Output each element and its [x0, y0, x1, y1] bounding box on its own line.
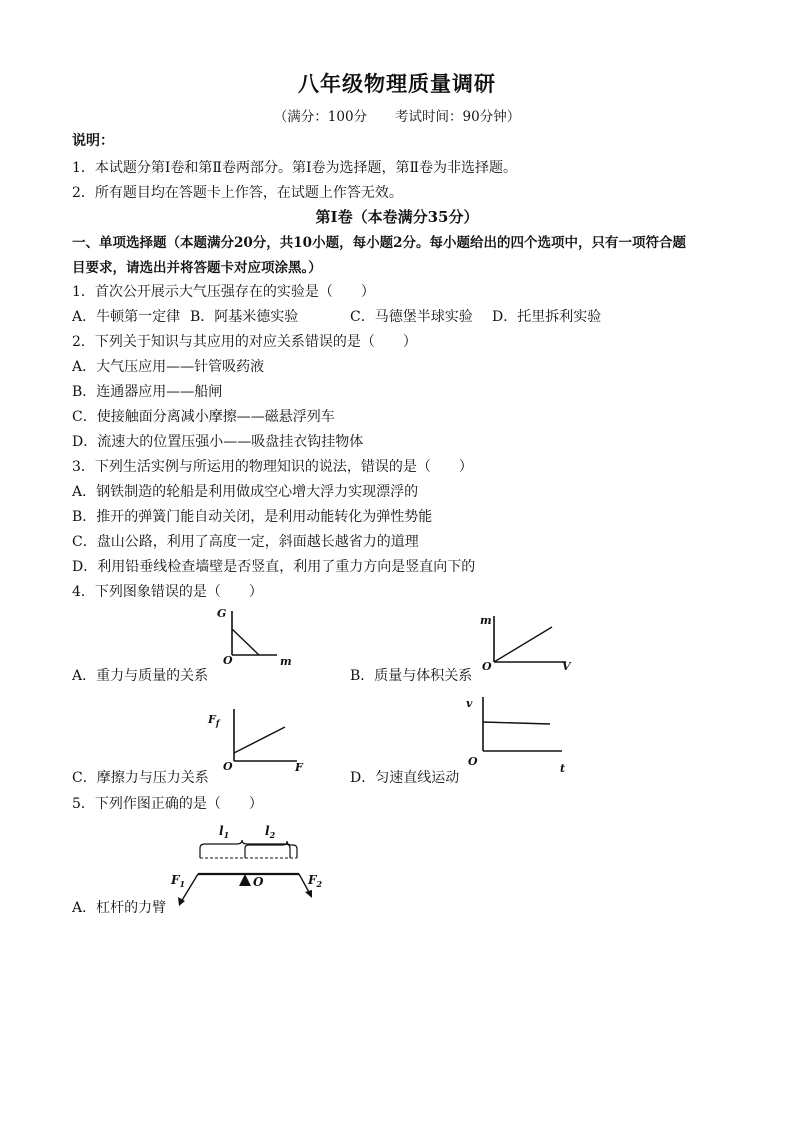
note-2: 2．所有题目均在答题卡上作答，在试题上作答无效。	[72, 185, 403, 201]
lever-brace-helper	[246, 840, 291, 858]
q5-stem: 5．下列作图正确的是（ ）	[72, 796, 263, 812]
q4-option-b: B．质量与体积关系	[350, 668, 473, 684]
graph-d-origin: O	[468, 755, 478, 768]
force-f1-label: $F_1$	[171, 873, 186, 889]
q4-option-a: A．重力与质量的关系	[72, 668, 209, 684]
graph-d-x-label: t	[560, 762, 566, 775]
graph-b-origin: O	[482, 660, 492, 673]
graph-a-origin: O	[223, 654, 233, 667]
q1-option-a: A．牛顿第一定律	[72, 309, 181, 325]
graph-d-y-label: v	[466, 697, 473, 710]
q3-option-a: A．钢铁制造的轮船是利用做成空心增大浮力实现漂浮的	[72, 484, 419, 500]
graph-d-line	[483, 722, 550, 724]
q4-graph-d	[462, 693, 577, 775]
exam-meta	[0, 105, 794, 125]
q2-option-c: C．使接触面分离减小摩擦——磁悬浮列车	[72, 409, 335, 425]
graph-a-y-label: G	[217, 607, 227, 620]
q5-option-a: A．杠杆的力臂	[72, 900, 167, 916]
notes-heading: 说明：	[72, 133, 114, 149]
section-instruction-2: 目要求，请选出并将答题卡对应项涂黑。）	[72, 260, 322, 276]
graph-a-x-label: m	[280, 655, 292, 668]
force-f2-arrow	[305, 890, 312, 898]
graph-c-y-label: $F_f$	[208, 713, 220, 728]
page-title: 八年级物理质量调研	[298, 71, 496, 96]
q2-option-d: D．流速大的位置压强小——吸盘挂衣钩挂物体	[72, 434, 364, 450]
graph-c-line	[234, 727, 285, 753]
graph-c-x-label: F	[295, 761, 303, 774]
lever-l1-label: $l_1$	[219, 824, 230, 840]
force-f2-label: $F_2$	[308, 873, 323, 889]
q2-option-b: B．连通器应用——船闸	[72, 384, 223, 400]
note-1: 1．本试题分第Ⅰ卷和第Ⅱ卷两部分。第Ⅰ卷为选择题，第Ⅱ卷为非选择题。	[72, 160, 517, 176]
graph-a-line	[232, 629, 259, 655]
graph-b-x-label: V	[562, 660, 571, 673]
graph-c-origin: O	[223, 760, 233, 773]
lever-pivot	[239, 874, 251, 886]
graph-b-y-label: m	[480, 614, 492, 627]
q4-graph-a	[215, 603, 295, 671]
graph-b-line	[494, 627, 552, 662]
q3-stem: 3．下列生活实例与所运用的物理知识的说法，错误的是（ ）	[72, 459, 473, 475]
q4-stem: 4．下列图象错误的是（ ）	[72, 584, 263, 600]
q4-graph-c	[205, 703, 310, 775]
q1-option-c: C．马德堡半球实验	[350, 309, 473, 325]
q5-lever-figure	[165, 818, 340, 913]
section-title: 第Ⅰ卷（本卷满分35分）	[315, 208, 479, 226]
lever-l2-label: $l_2$	[265, 824, 276, 840]
q2-option-a: A．大气压应用——针管吸药液	[72, 359, 265, 375]
q4-option-c: C．摩擦力与压力关系	[72, 770, 209, 786]
q4-graph-b	[478, 612, 578, 674]
q4-option-d: D．匀速直线运动	[350, 770, 460, 786]
q3-option-b: B．推开的弹簧门能自动关闭，是利用动能转化为弹性势能	[72, 509, 433, 525]
q1-option-d: D．托里拆利实验	[492, 309, 602, 325]
exam-time: 考试时间：90分钟）	[395, 109, 521, 125]
q3-option-c: C．盘山公路，利用了高度一定，斜面越长越省力的道理	[72, 534, 419, 550]
q2-stem: 2．下列关于知识与其应用的对应关系错误的是（ ）	[72, 334, 417, 350]
full-score: （满分：100分	[273, 109, 368, 125]
q1-option-b: B．阿基米德实验	[190, 309, 299, 325]
lever-pivot-label: O	[253, 875, 264, 889]
q3-option-d: D．利用铅垂线检查墙壁是否竖直，利用了重力方向是竖直向下的	[72, 559, 476, 575]
section-instruction-1: 一、单项选择题（本题满分20分，共10小题，每小题2分。每小题给出的四个选项中，只有一项符合题	[72, 235, 686, 251]
q1-stem: 1．首次公开展示大气压强存在的实验是（ ）	[72, 284, 375, 300]
